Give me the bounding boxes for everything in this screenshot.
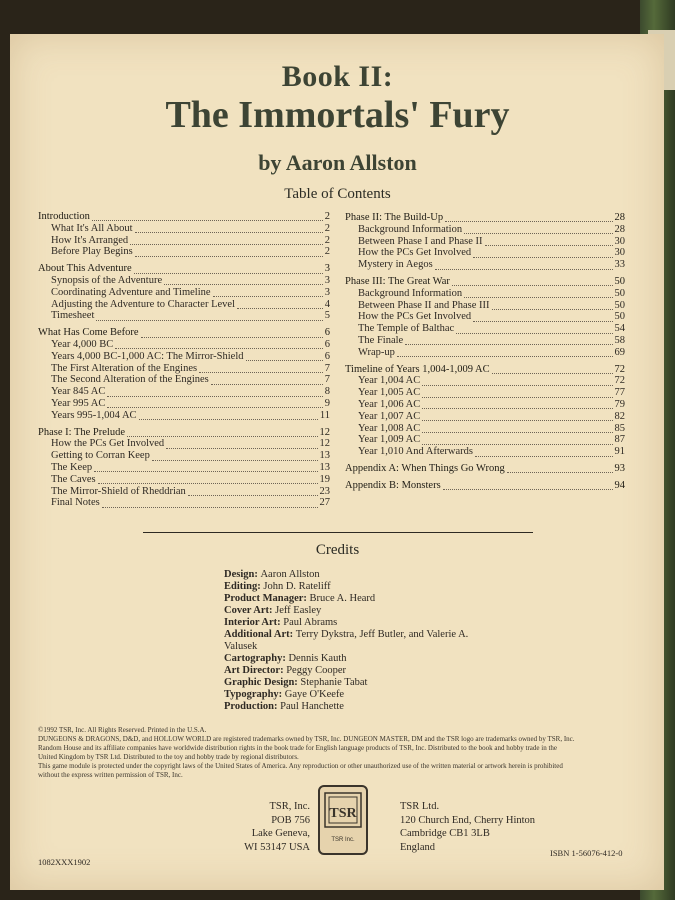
toc-entry-label: Year 1,010 And Afterwards bbox=[358, 446, 474, 458]
toc-page-number: 72 bbox=[614, 375, 625, 387]
toc-left-column bbox=[38, 211, 330, 514]
toc-leader-dots bbox=[456, 327, 612, 334]
toc-entry-label: Background Information bbox=[358, 223, 463, 235]
toc-section bbox=[38, 427, 330, 510]
toc-leader-dots bbox=[473, 251, 612, 258]
toc-entry bbox=[38, 339, 330, 351]
toc-leader-dots bbox=[443, 483, 613, 490]
toc-section-heading bbox=[345, 276, 625, 288]
toc-entry bbox=[38, 351, 330, 363]
toc-page-number: 77 bbox=[614, 387, 625, 399]
credit-line bbox=[224, 629, 484, 653]
toc-section bbox=[345, 212, 625, 271]
toc-section-heading bbox=[38, 327, 330, 339]
toc-leader-dots bbox=[98, 477, 318, 484]
toc-entry-label: Year 1,004 AC bbox=[358, 375, 421, 387]
toc-page-number: 2 bbox=[324, 234, 330, 246]
toc-entry-label: About This Adventure bbox=[38, 263, 132, 275]
toc-leader-dots bbox=[164, 278, 323, 285]
toc-entry-label: The Temple of Balthac bbox=[358, 323, 455, 335]
toc-section-heading bbox=[345, 480, 625, 492]
toc-entry-label: Background Information bbox=[358, 287, 463, 299]
legal-line: without the express written permission of TSR, Inc. bbox=[38, 771, 183, 779]
credit-line bbox=[224, 701, 484, 713]
toc-section bbox=[38, 263, 330, 322]
toc-leader-dots bbox=[475, 450, 612, 457]
toc-entry bbox=[38, 450, 330, 462]
credit-role: Interior Art: bbox=[224, 617, 284, 628]
toc-entry-label: What It's All About bbox=[51, 222, 133, 234]
toc-entry-label: Years 995-1,004 AC bbox=[51, 409, 137, 421]
toc-leader-dots bbox=[130, 238, 323, 245]
credit-line bbox=[224, 677, 484, 689]
toc-section bbox=[345, 276, 625, 359]
toc-entry-label: Wrap-up bbox=[358, 346, 395, 358]
address-line: WI 53147 USA bbox=[244, 841, 310, 853]
address-uk bbox=[400, 800, 580, 854]
toc-entry-label: Year 995 AC bbox=[51, 397, 106, 409]
product-code: 1082XXX1902 bbox=[38, 857, 91, 867]
toc-entry-label: Synopsis of the Adventure bbox=[51, 274, 163, 286]
toc-page-number: 79 bbox=[614, 398, 625, 410]
toc-entry-label: Getting to Corran Keep bbox=[51, 450, 150, 462]
toc-page-number: 27 bbox=[319, 497, 330, 509]
toc-leader-dots bbox=[473, 315, 612, 322]
toc-entry-label: Between Phase I and Phase II bbox=[358, 235, 483, 247]
toc-leader-dots bbox=[422, 402, 612, 409]
toc-page-number: 50 bbox=[614, 299, 625, 311]
credits-heading: Credits bbox=[315, 542, 360, 558]
toc-entry-label: Before Play Begins bbox=[51, 246, 133, 258]
toc-leader-dots bbox=[141, 331, 323, 338]
credit-line bbox=[224, 689, 484, 701]
toc-leader-dots bbox=[127, 430, 318, 437]
legal-line: This game module is protected under the copyright laws of the United States of America. Any reproduction or other unauthorized use of the written material or artwork herein is prohibited bbox=[38, 762, 563, 770]
toc-leader-dots bbox=[107, 401, 322, 408]
toc-leader-dots bbox=[464, 227, 612, 234]
toc-leader-dots bbox=[115, 342, 323, 349]
credit-role: Editing: bbox=[224, 581, 264, 592]
toc-entry bbox=[345, 224, 625, 236]
legal-line: United Kingdom by TSR Ltd. Distributed to the toy and hobby trade by regional distributors. bbox=[38, 753, 299, 761]
toc-entry-label: Timesheet bbox=[51, 310, 95, 322]
toc-page-number: 50 bbox=[614, 275, 625, 287]
toc-entry-label: Appendix B: Monsters bbox=[345, 479, 441, 491]
toc-entry bbox=[345, 335, 625, 347]
toc-leader-dots bbox=[464, 291, 612, 298]
toc-entry bbox=[38, 374, 330, 386]
toc-section bbox=[345, 364, 625, 458]
toc-page-number: 50 bbox=[614, 311, 625, 323]
credit-name: Jeff Easley bbox=[275, 605, 322, 616]
toc-page-number: 7 bbox=[324, 362, 330, 374]
toc-page-number: 7 bbox=[324, 374, 330, 386]
toc-leader-dots bbox=[211, 378, 323, 385]
credit-role: Cover Art: bbox=[224, 605, 276, 616]
toc-entry-label: The Keep bbox=[51, 461, 93, 473]
legal-line: DUNGEONS & DRAGONS, D&D, and HOLLOW WORLD are registered trademarks owned by TSR, Inc. DUNGEON MASTER, DM and the TSR logo are trademarks owned by TSR, Inc. bbox=[38, 735, 575, 743]
toc-page-number: 93 bbox=[614, 462, 625, 474]
toc-entry bbox=[345, 300, 625, 312]
toc-page-number: 2 bbox=[324, 246, 330, 258]
address-line: POB 756 bbox=[271, 814, 310, 826]
credit-line bbox=[224, 605, 484, 617]
toc-leader-dots bbox=[102, 501, 318, 508]
toc-page-number: 69 bbox=[614, 346, 625, 358]
toc-leader-dots bbox=[492, 367, 613, 374]
toc-entry bbox=[38, 287, 330, 299]
toc-leader-dots bbox=[134, 267, 323, 274]
toc-leader-dots bbox=[199, 366, 323, 373]
toc-leader-dots bbox=[445, 215, 612, 222]
toc-entry bbox=[38, 486, 330, 498]
toc-entry-label: The Second Alteration of the Engines bbox=[51, 374, 209, 386]
toc-leader-dots bbox=[135, 250, 323, 257]
address-line: 120 Church End, Cherry Hinton bbox=[400, 814, 536, 826]
address-line: Lake Geneva, bbox=[251, 828, 310, 839]
toc-entry bbox=[38, 223, 330, 235]
toc-entry bbox=[345, 323, 625, 335]
book-title: The Immortals' Fury bbox=[165, 94, 510, 136]
toc-entry bbox=[345, 399, 625, 411]
toc-entry bbox=[345, 375, 625, 387]
toc-page-number: 87 bbox=[614, 434, 625, 446]
toc-leader-dots bbox=[107, 390, 322, 397]
toc-leader-dots bbox=[96, 314, 322, 321]
toc-page-number: 94 bbox=[614, 479, 625, 491]
toc-page-number: 3 bbox=[324, 286, 330, 298]
toc-entry-label: Year 4,000 BC bbox=[51, 338, 114, 350]
toc-page-number: 8 bbox=[324, 386, 330, 398]
credit-role: Design: bbox=[224, 569, 261, 580]
toc-entry-label: Year 1,006 AC bbox=[358, 398, 421, 410]
toc-page-number: 3 bbox=[324, 274, 330, 286]
toc-page-number: 30 bbox=[614, 247, 625, 259]
toc-entry bbox=[38, 474, 330, 486]
toc-leader-dots bbox=[188, 489, 318, 496]
toc-leader-dots bbox=[422, 426, 612, 433]
toc-entry-label: Adjusting the Adventure to Character Level bbox=[51, 298, 235, 310]
toc-entry bbox=[345, 288, 625, 300]
credit-line bbox=[224, 569, 484, 581]
toc-entry bbox=[38, 275, 330, 287]
toc-page-number: 6 bbox=[324, 350, 330, 362]
credit-line bbox=[224, 665, 484, 677]
toc-page-number: 28 bbox=[614, 212, 625, 223]
address-line: England bbox=[400, 841, 435, 853]
toc-leader-dots bbox=[492, 303, 613, 310]
address-line: Cambridge CB1 3LB bbox=[400, 828, 490, 839]
toc-entry-label: Year 1,009 AC bbox=[358, 434, 421, 446]
toc-entry bbox=[345, 446, 625, 458]
toc-entry bbox=[345, 411, 625, 423]
address-us bbox=[200, 800, 310, 854]
toc-page-number: 6 bbox=[324, 327, 330, 339]
toc-entry bbox=[38, 299, 330, 311]
toc-entry-label: Between Phase II and Phase III bbox=[358, 299, 490, 311]
credit-role: Graphic Design: bbox=[224, 677, 301, 688]
divider-rule bbox=[143, 532, 533, 533]
toc-section-heading bbox=[38, 427, 330, 439]
toc-leader-dots bbox=[422, 438, 612, 445]
toc-page-number: 9 bbox=[324, 397, 330, 409]
toc-entry-label: Mystery in Aegos bbox=[358, 259, 433, 271]
toc-page-number: 3 bbox=[324, 263, 330, 275]
toc-section-heading bbox=[38, 263, 330, 275]
toc-entry-label: What Has Come Before bbox=[38, 327, 139, 339]
toc-entry-label: Final Notes bbox=[51, 497, 100, 509]
toc-leader-dots bbox=[135, 226, 323, 233]
toc-entry bbox=[38, 497, 330, 509]
legal-line: ©1992 TSR, Inc. All Rights Reserved. Printed in the U.S.A. bbox=[38, 726, 207, 734]
credit-name: Gaye O'Keefe bbox=[284, 689, 345, 700]
credit-name: Terry Dykstra, Jeff Butler, and Valerie A. Valusek bbox=[224, 629, 469, 652]
toc-leader-dots bbox=[152, 454, 318, 461]
toc-entry-label: Year 1,005 AC bbox=[358, 387, 421, 399]
address-line: TSR Ltd. bbox=[400, 801, 440, 812]
toc-page-number: 91 bbox=[614, 446, 625, 458]
toc-leader-dots bbox=[422, 379, 612, 386]
toc-entry-label: How the PCs Get Involved bbox=[358, 247, 472, 259]
toc-page-number: 13 bbox=[319, 450, 330, 462]
toc-entry-label: Introduction bbox=[38, 211, 90, 222]
toc-entry bbox=[38, 246, 330, 258]
credits-list bbox=[224, 569, 484, 713]
toc-page-number: 72 bbox=[614, 363, 625, 375]
toc-entry-label: The Mirror-Shield of Rheddrian bbox=[51, 485, 186, 497]
toc-entry bbox=[38, 235, 330, 247]
toc-page-number: 11 bbox=[319, 409, 330, 421]
toc-entry-label: Phase II: The Build-Up bbox=[345, 212, 444, 223]
toc-page-number: 54 bbox=[614, 323, 625, 335]
toc-leader-dots bbox=[237, 302, 323, 309]
credit-role: Product Manager: bbox=[224, 593, 310, 604]
toc-entry bbox=[345, 347, 625, 359]
toc-entry bbox=[345, 423, 625, 435]
toc-section bbox=[345, 480, 625, 492]
credit-name: Aaron Allston bbox=[260, 569, 320, 580]
toc-page-number: 23 bbox=[319, 485, 330, 497]
toc-entry-label: How It's Arranged bbox=[51, 234, 129, 246]
toc-section-heading bbox=[345, 364, 625, 376]
toc-heading: Table of Contents bbox=[284, 186, 391, 202]
credit-name: Stephanie Tabat bbox=[300, 677, 368, 688]
toc-section-heading bbox=[38, 211, 330, 223]
toc-entry-label: How the PCs Get Involved bbox=[358, 311, 472, 323]
toc-section bbox=[345, 463, 625, 475]
toc-page-number: 13 bbox=[319, 461, 330, 473]
toc-entry-label: Years 4,000 BC-1,000 AC: The Mirror-Shield bbox=[51, 350, 244, 362]
toc-leader-dots bbox=[246, 354, 323, 361]
toc-section-heading bbox=[345, 212, 625, 224]
legal-notice bbox=[38, 726, 638, 780]
toc-leader-dots bbox=[435, 263, 613, 270]
toc-entry-label: The First Alteration of the Engines bbox=[51, 362, 198, 374]
toc-page-number: 2 bbox=[324, 222, 330, 234]
toc-page-number: 30 bbox=[614, 235, 625, 247]
toc-entry bbox=[345, 259, 625, 271]
credit-role: Cartography: bbox=[224, 653, 289, 664]
toc-entry-label: Phase I: The Prelude bbox=[38, 426, 125, 438]
toc-entry-label: Year 1,007 AC bbox=[358, 410, 421, 422]
book-number: Book II: bbox=[281, 60, 394, 93]
toc-leader-dots bbox=[452, 279, 613, 286]
tsr-logo-icon bbox=[318, 785, 368, 855]
toc-page-number: 58 bbox=[614, 334, 625, 346]
toc-entry bbox=[38, 310, 330, 322]
toc-entry bbox=[345, 387, 625, 399]
credit-line bbox=[224, 653, 484, 665]
legal-line: Random House and its affiliate companies have worldwide distribution rights in the book trade for English language products of TSR, Inc. Distributed to the book and hobby trade in the bbox=[38, 744, 558, 752]
toc-entry bbox=[345, 434, 625, 446]
svg-text:TSR: TSR bbox=[329, 806, 357, 821]
toc-page-number: 4 bbox=[324, 298, 330, 310]
toc-entry bbox=[345, 247, 625, 259]
toc-leader-dots bbox=[422, 391, 612, 398]
toc-leader-dots bbox=[213, 290, 323, 297]
credit-role: Additional Art: bbox=[224, 629, 296, 640]
isbn: ISBN 1-56076-412-0 bbox=[550, 848, 623, 858]
toc-entry bbox=[38, 386, 330, 398]
credit-name: John D. Rateliff bbox=[263, 581, 331, 592]
toc-entry-label: How the PCs Get Involved bbox=[51, 438, 165, 450]
toc-section bbox=[38, 211, 330, 258]
credit-name: Peggy Cooper bbox=[286, 665, 346, 676]
toc-page-number: 50 bbox=[614, 287, 625, 299]
toc-page-number: 19 bbox=[319, 473, 330, 485]
toc-leader-dots bbox=[94, 465, 317, 472]
credit-line bbox=[224, 617, 484, 629]
credit-role: Art Director: bbox=[224, 665, 287, 676]
credit-role: Production: bbox=[224, 701, 281, 712]
toc-section bbox=[38, 327, 330, 421]
toc-leader-dots bbox=[397, 350, 613, 357]
toc-leader-dots bbox=[422, 414, 612, 421]
toc-entry-label: Appendix A: When Things Go Wrong bbox=[345, 462, 505, 474]
toc-entry-label: Coordinating Adventure and Timeline bbox=[51, 286, 211, 298]
toc-entry bbox=[38, 462, 330, 474]
credit-name: Bruce A. Heard bbox=[309, 593, 376, 604]
toc-leader-dots bbox=[139, 413, 318, 420]
author-line: by Aaron Allston bbox=[258, 150, 417, 175]
credit-line bbox=[224, 581, 484, 593]
credit-name: Paul Hanchette bbox=[280, 701, 344, 712]
toc-entry-label: Year 845 AC bbox=[51, 386, 106, 398]
toc-page-number: 6 bbox=[324, 338, 330, 350]
toc-page-number: 82 bbox=[614, 410, 625, 422]
credit-name: Dennis Kauth bbox=[288, 653, 347, 664]
toc-page-number: 33 bbox=[614, 259, 625, 271]
credit-line bbox=[224, 593, 484, 605]
toc-entry bbox=[38, 410, 330, 422]
toc-entry bbox=[38, 398, 330, 410]
toc-section-heading bbox=[345, 463, 625, 475]
toc-entry bbox=[345, 311, 625, 323]
toc-leader-dots bbox=[166, 442, 317, 449]
toc-entry-label: The Caves bbox=[51, 473, 96, 485]
toc-page-number: 85 bbox=[614, 422, 625, 434]
toc-page-number: 12 bbox=[319, 426, 330, 438]
toc-entry bbox=[345, 236, 625, 248]
toc-page-number: 2 bbox=[324, 211, 330, 222]
toc-page-number: 28 bbox=[614, 223, 625, 235]
svg-text:TSR Inc.: TSR Inc. bbox=[331, 837, 355, 843]
address-line: TSR, Inc. bbox=[269, 801, 310, 812]
toc-right-column bbox=[345, 212, 625, 497]
toc-entry bbox=[38, 363, 330, 375]
toc-leader-dots bbox=[405, 338, 612, 345]
credit-role: Typography: bbox=[224, 689, 285, 700]
credit-name: Paul Abrams bbox=[283, 617, 338, 628]
toc-page-number: 12 bbox=[319, 438, 330, 450]
toc-entry-label: Year 1,008 AC bbox=[358, 422, 421, 434]
toc-leader-dots bbox=[485, 239, 613, 246]
toc-leader-dots bbox=[507, 466, 613, 473]
toc-page-number: 5 bbox=[324, 310, 330, 322]
toc-entry bbox=[38, 438, 330, 450]
toc-leader-dots bbox=[92, 214, 323, 221]
toc-entry-label: Phase III: The Great War bbox=[345, 275, 450, 287]
toc-entry-label: The Finale bbox=[358, 334, 404, 346]
toc-entry-label: Timeline of Years 1,004-1,009 AC bbox=[345, 363, 490, 375]
